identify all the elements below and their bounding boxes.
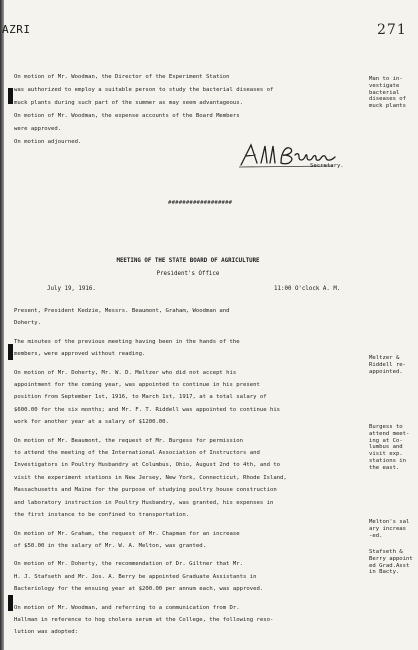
text-line: On motion of Mr. Doherty, the recommendation of Dr. Giltner that Mr.: [14, 561, 244, 568]
minutes-body: [14, 305, 362, 639]
margin-note-line: bacterial: [369, 89, 400, 96]
text-line: muck plants during such part of the summer as may seem advantageous.: [14, 100, 244, 106]
text-line: On motion of Mr. Woodman, and referring to a communication from Dr.: [14, 604, 240, 611]
margin-note-line: Melton's sal: [369, 519, 410, 525]
margin-note-melton: [369, 519, 418, 539]
margin-note-line: ed Grad.Asst: [369, 562, 410, 569]
margin-note-line: Burgess to: [369, 424, 403, 430]
folio-tag: AZRI: [2, 23, 31, 36]
text-line: to attend the meeting of the International Association of Instructors and: [14, 450, 260, 457]
margin-note-line: Stafseth &: [369, 549, 403, 555]
text-line: On motion of Mr. Woodman, the expense accounts of the Board Members: [14, 113, 240, 119]
signature-caption: Secretary.: [310, 163, 344, 169]
text-line: were approved.: [14, 126, 62, 132]
text-line: lution was adopted:: [14, 629, 78, 636]
section-separator: ##################: [168, 200, 233, 206]
margin-note-line: attend meet-: [369, 430, 410, 437]
scan-edge: [0, 0, 4, 650]
margin-note-line: vestigate: [369, 82, 400, 89]
text-line: Doherty.: [14, 320, 41, 327]
text-line: On motion of Mr. Doherty, Mr. W. D. Meltzer who did not accept his: [14, 369, 237, 376]
binder-mark: [8, 595, 13, 611]
text-line: the first instance to be confined to transportation.: [14, 512, 190, 519]
margin-note-line: appointed.: [369, 368, 403, 375]
margin-note-line: diseases of: [369, 96, 407, 103]
text-line: On motion of Mr. Woodman, the Director of the Experiment Station: [14, 74, 230, 80]
margin-note-line: muck plants: [369, 103, 407, 110]
text-line: was authorized to employ a suitable person to study the bacterial diseases of: [14, 87, 274, 93]
text-line: Present, President Kedzie, Messrs. Beaumont, Graham, Woodman and: [14, 308, 230, 314]
opening-paragraphs: [14, 72, 362, 150]
text-line: members, were approved without reading.: [14, 351, 146, 358]
meeting-heading: MEETING OF THE STATE BOARD OF AGRICULTURE: [116, 258, 260, 264]
margin-note-stafseth-berry: [369, 549, 418, 576]
margin-note-line: -ed.: [369, 532, 383, 539]
margin-note-line: Meltzer &: [369, 355, 400, 361]
text-line: work for another year at a salary of $1200.00.: [14, 419, 169, 426]
margin-note-line: lumbus and: [369, 444, 403, 451]
text-line: appointment for the coming year, was appointed to continue in his present: [14, 382, 260, 389]
binder-mark: [8, 344, 13, 360]
margin-note-line: ing at Co-: [369, 437, 403, 444]
margin-note-line: Berry appoint: [369, 555, 413, 562]
text-line: Massachusetts and Maine for the purpose of studying poultry house construction: [14, 487, 277, 494]
margin-note-line: Man to in-: [369, 76, 403, 82]
margin-note-line: stations in: [369, 457, 407, 464]
meeting-date: July 19, 1916.: [47, 286, 96, 292]
text-line: On motion of Mr. Beaumont, the request of Mr. Burgess for permission: [14, 437, 244, 444]
text-line: visit the experiment stations in New Jersey, New York, Connecticut, Rhode Island,: [14, 474, 287, 481]
text-line: On motion adjourned.: [14, 139, 82, 145]
margin-note-meltzer-riddell: [369, 355, 418, 375]
text-line: of $50.00 in the salary of Mr. W. A. Melton, was granted.: [14, 542, 206, 549]
binder-mark: [8, 88, 13, 104]
text-line: Bacteriology for the ensuing year at $200.00 per annum each, was approved.: [14, 586, 264, 593]
margin-note-line: the east.: [369, 464, 400, 471]
text-line: and laboratory instruction in Poultry Husbandry, was granted, his expenses in: [14, 499, 274, 506]
meeting-time: 11:00 O'clock A. M.: [274, 286, 341, 292]
text-line: $600.00 for the six months; and Mr. F. T. Riddell was appointed to continue his: [14, 406, 281, 413]
margin-note-muck-plants: [369, 76, 418, 110]
margin-note-line: Riddell re-: [369, 361, 407, 368]
margin-note-line: ary increas: [369, 525, 407, 532]
margin-note-line: in Bacty.: [369, 569, 400, 576]
text-line: position from September 1st, 1916, to March 1st, 1917, at a total salary of: [14, 394, 267, 401]
text-line: The minutes of the previous meeting having been in the hands of the: [14, 338, 240, 345]
text-line: H. J. Stafseth and Mr. Jos. A. Berry be appointed Graduate Assistants in: [14, 573, 257, 580]
page-number: 271: [377, 22, 407, 38]
meeting-location: President's Office: [156, 271, 220, 277]
text-line: On motion of Mr. Graham, the request of Mr. Chapman for an increase: [14, 530, 240, 537]
text-line: Investigators in Poultry Husbandry at Columbus, Ohio, August 2nd to 4th, and to: [14, 462, 281, 469]
margin-note-line: visit exp.: [369, 451, 403, 458]
margin-note-burgess: [369, 424, 418, 472]
text-line: Hallman in reference to hog cholera serum at the College, the following reso-: [14, 616, 274, 623]
